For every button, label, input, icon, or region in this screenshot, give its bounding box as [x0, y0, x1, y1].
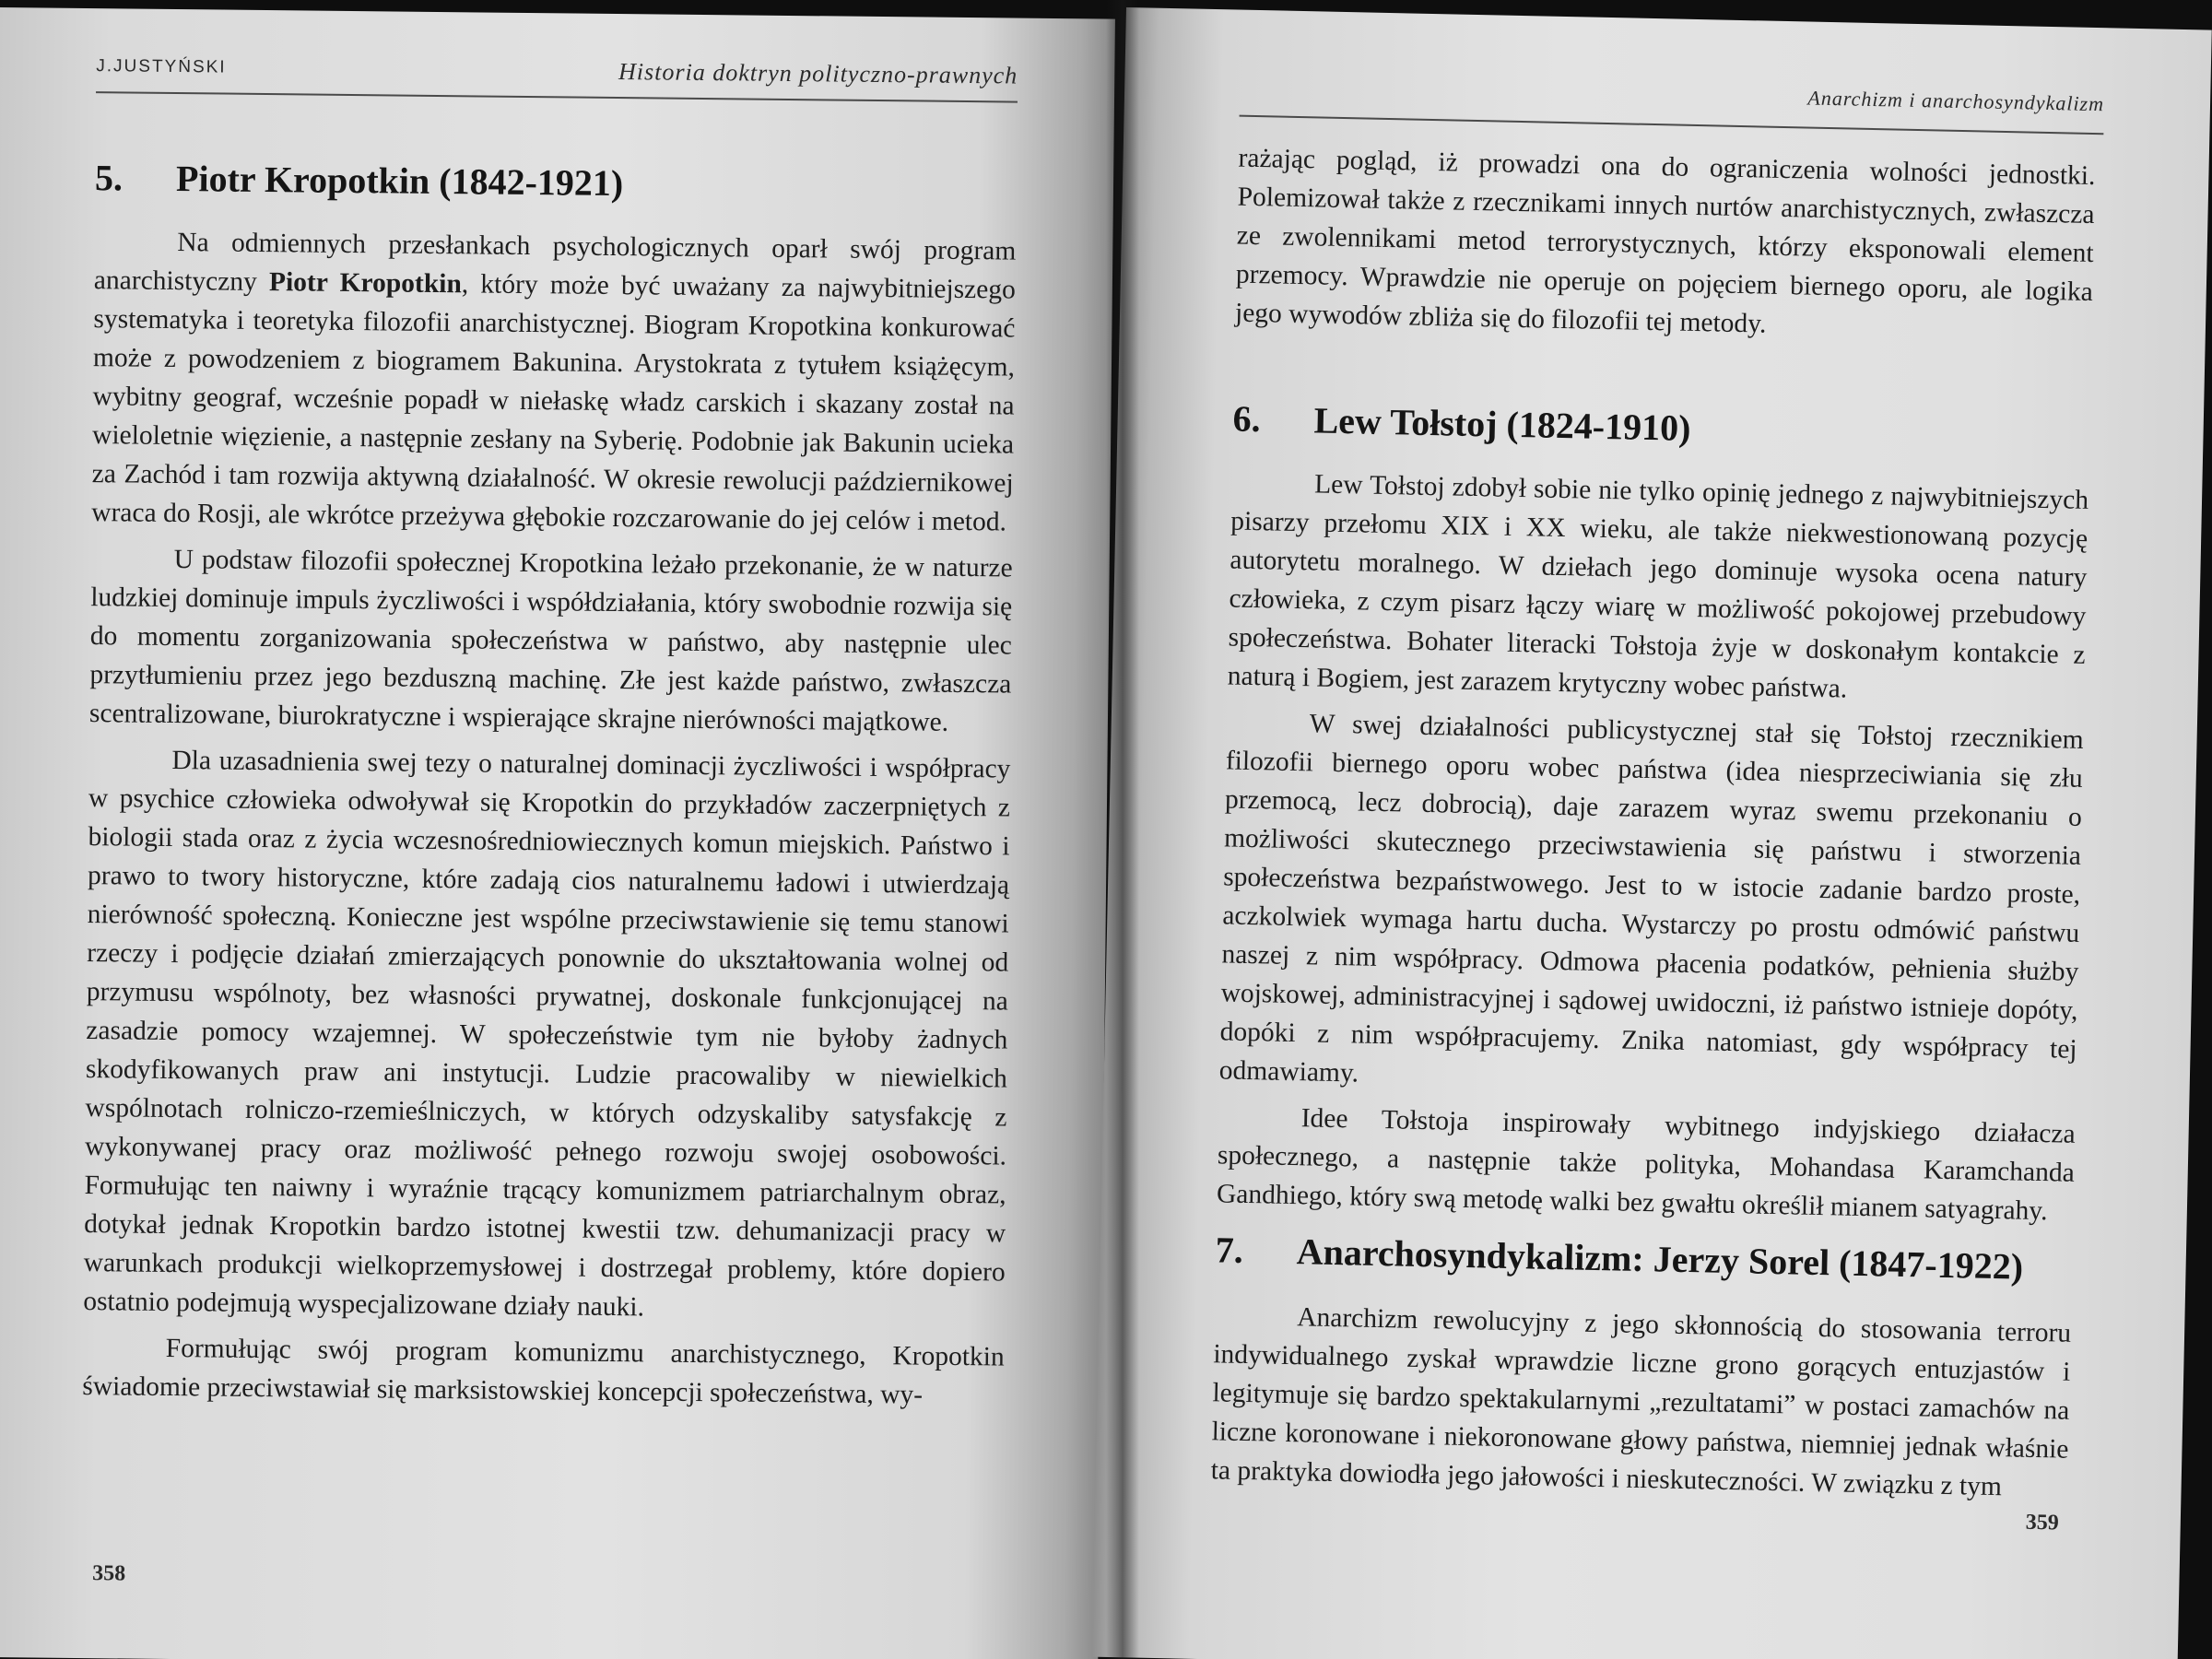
section-heading-5	[95, 156, 624, 205]
section-title: Lew Tołstoj (1824-1910)	[1313, 399, 1691, 449]
section-title: Piotr Kropotkin (1842-1921)	[175, 158, 624, 205]
section-number: 6.	[1232, 397, 1262, 441]
right-page-continued-text	[1234, 139, 2095, 358]
book-gutter	[1106, 0, 1139, 1659]
section-7-body	[1210, 1296, 2071, 1514]
right-page	[1092, 7, 2212, 1659]
paragraph: Idee Tołstoja inspirowały wybitnego indyjskiego działacza społecznego, a następnie także polityka, Mohandasa Karamchanda Gandhiego, który swą metodę walki bez gwałtu określił mianem satyagrahy.	[1216, 1103, 2076, 1227]
section-heading-7	[1215, 1228, 2023, 1288]
running-head-right	[1240, 27, 2106, 135]
section-6-body	[1216, 464, 2088, 1239]
running-head-left	[96, 49, 1018, 102]
section-heading-6	[1232, 397, 1691, 450]
paragraph: W swej działalności publicystycznej stał się Tołstoj rzecznikiem filozofii biernego oporu wobec państwa (idea niesprzeciwiania się złu przemocą, lecz dobrocią), daje zarazem wyraz swemu przekonaniu o możliwości skutecznego przeciwstawienia się państwu i stworzenia społeczeństwa bezpaństwowego. Jest to w istocie zadanie bardzo proste, aczkolwiek wymaga hartu ducha. Wystarczy po prostu odmówić państwu naszej z nim współpracy. Odmowa płacenia podatków, pełnienia służby wojskowej, administracyjnej i sądowej uwidoczni, iż państwo istnieje dopóty, dopóki z nim współpracujemy. Znika natomiast, gdy współpracy tej odmawiamy.	[1218, 709, 2084, 1088]
section-number: 7.	[1215, 1229, 1244, 1271]
section-number: 5.	[94, 157, 124, 199]
paragraph: rażając pogląd, iż prowadzi ona do ograniczenia wolności jednostki. Polemizował także z rzecznikami innych nurtów anarchistycznych, zwłaszcza ze zwolennikami metod terrorystycznych, którzy eksponowali element przemocy. Wprawdzie nie operuje on pojęciem biernego oporu, ale logika jego wywodów zbliża się do filozofii tej metody.	[1234, 143, 2096, 339]
paragraph: Formułując swój program komunizmu anarchistycznego, Kropotkin świadomie przeciwstawiał się marksistowskiej koncepcji społeczeństwa, wy-	[82, 1333, 1005, 1410]
page-number-right: 359	[2025, 1510, 2060, 1535]
running-head-book-title: Historia doktryn polityczno-prawnych	[618, 58, 1018, 89]
paragraph: Dla uzasadnienia swej tezy o naturalnej dominacji życzliwości i współpracy w psychice człowieka odwoływał się Kropotkin do przykładów zaczerpniętych z biologii stada oraz z życia wczesnośredniowiecznych komun miejskich. Państwo i prawo to twory historyczne, które zadają cios naturalnemu ładowi i utwierdzają nierówność społeczną. Konieczne jest wspólne przeciwstawienie się temu stanowi rzeczy i podjęcie działań zmierzających ponownie do ukształtowania wolnej od przymusu wspólnoty, bez własności prywatnej, doskonale funkcjonującej na zasadzie pomocy wzajemnej. W społeczeństwie tym nie byłoby żadnych skodyfikowanych praw ani instytucji. Ludzie pracowaliby w niewielkich wspólnotach rolniczo-rzemieślniczych, w których odzyskaliby satysfakcję z wykonywanej pracy oraz możliwość pełnego rozwoju swojej osobowości. Formułując ten naiwny i wyraźnie trącący komunizmem patriarchalnym obraz, dotykał jednak Kropotkin bardzo istotnej kwestii tzw. dehumanizacji pracy w warunkach produkcji wielkoprzemysłowej i dostrzegał problemy, które dopiero ostatnio podejmują wyspecjalizowane działy nauki.	[83, 745, 1011, 1323]
paragraph: Na odmiennych przesłankach psychologicznych oparł swój program anarchistyczny Piotr Kropotkin, który może być uważany za najwybitniejszego systematyka i teoretyka filozofii anarchistycznej. Biogram Kropotkina konkurować może z powodzeniem z biogramem Bakunina. Arystokrata z tytułem książęcym, wybitny geograf, wcześnie popadł w niełaskę władz carskich i skazany został na wieloletnie więzienie, a następnie zesłany na Syberię. Podobnie jak Bakunin ucieka za Zachód i tam rozwija aktywną działalność. W okresie rewolucji październikowej wraca do Rosji, ale wkrótce przeżywa głębokie rozczarowanie do jej celów i metod.	[91, 228, 1017, 537]
page-number-left: 358	[92, 1561, 126, 1586]
section-title: Anarchosyndykalizm: Jerzy Sorel (1847-1922)	[1296, 1230, 2024, 1288]
emphasized-name: Piotr Kropotkin	[268, 267, 462, 300]
paragraph: Lew Tołstoj zdobył sobie nie tylko opinię jednego z najwybitniejszych pisarzy przełomu XIX i XX wieku, ale także niekwestionowaną pozycję autorytetu moralnego. W dziełach jego dominuje wysoka ocena natury człowieka, z czym pisarz łączy wiarę w możliwość pokojowej przebudowy społeczeństwa. Bohater literacki Tołstoja żyje w doskonałym kontakcie z naturą i Bogiem, jest zarazem krytyczny wobec państwa.	[1227, 469, 2089, 704]
paragraph: Anarchizm rewolucyjny z jego skłonnością do stosowania terroru indywidualnego zyskał wprawdzie liczne grono gorących entuzjastów i legitymuje się bardzo spektakularnymi „rezultatami” w postaci zamachów na liczne koronowane i niekoronowane głowy państwa, niemniej jednak właśnie ta praktyka dowiodła jego jałowości i nieskuteczności. W związku z tym	[1210, 1302, 2072, 1502]
running-head-author: J.JUSTYŃSKI	[96, 56, 227, 77]
running-head-chapter-title: Anarchizm i anarchosyndykalizm	[1807, 86, 2105, 116]
left-page	[0, 7, 1115, 1659]
paragraph: U podstaw filozofii społecznej Kropotkina leżało przekonanie, że w naturze ludzkiej dominuje impuls życzliwości i współdziałania, który swobodnie rozwija się do momentu zorganizowania społeczeństwa w państwo, aby następnie ulec przytłumieniu przez jego bezduszną machinę. Złe jest każde państwo, zwłaszcza scentralizowane, biurokratyczne i wspierające skrajne nierówności majątkowe.	[88, 545, 1013, 737]
left-page-body	[82, 222, 1016, 1422]
